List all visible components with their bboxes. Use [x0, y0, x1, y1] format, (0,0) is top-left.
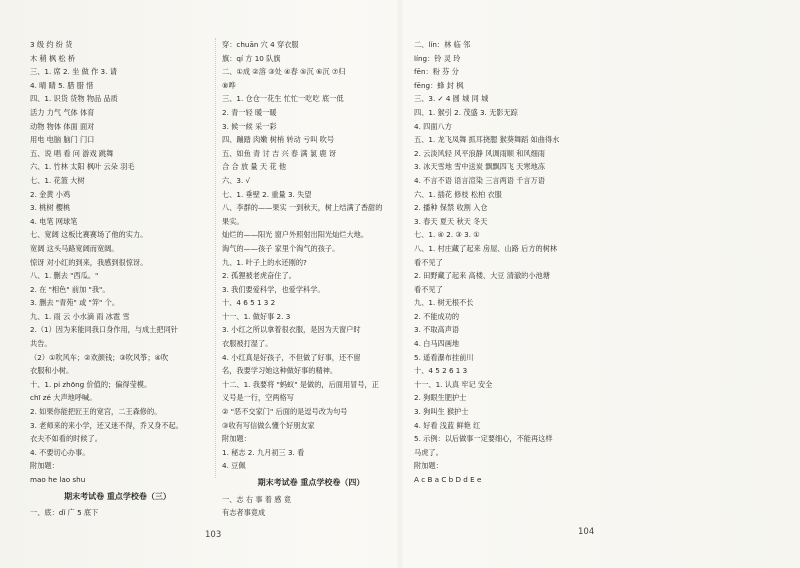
answer-line: 二、lín：林 临 邻 [414, 40, 471, 49]
answer-line: mao he lao shu [30, 475, 86, 484]
answer-line: 用电 电脑 脑门 门口 [30, 135, 95, 145]
answer-line: 5. 示例：以后做事一定要细心，不能再这样 [414, 434, 553, 444]
answer-column-right [414, 38, 592, 487]
answer-line: chī zé 大声地呼喊。 [30, 393, 97, 403]
answer-line: 2. 青一轻 暖一暖 [222, 107, 277, 117]
answer-line: 十、1. pi zhōng 价值的；偏得莹模。 [30, 379, 152, 389]
answer-line: 看不见了 [414, 257, 443, 267]
answer-line: 有志者事竟成 [222, 508, 266, 518]
answer-line: 六、1. 插花 修枝 松柏 衣服 [414, 189, 502, 199]
answer-line: 七、1. 垂壁 2. 重量 3. 失望 [222, 189, 312, 199]
answer-line: 十、4 5 2 6 1 3 [414, 366, 468, 376]
answer-line: 2. 田野藏了起来 高楼、大豆 清澈的小池塘 [414, 271, 550, 281]
answer-line: 期末考试卷 重点学校卷（三） [64, 491, 171, 501]
answer-line: 2. 孤狸被老虎奋住了。 [222, 271, 296, 281]
answer-line: 九、1. 树无根不长 [414, 298, 474, 308]
answer-line: 三、3. ✓ 4 圆 城 同 城 [414, 94, 489, 104]
answer-line: 衣服和小树。 [30, 366, 74, 376]
answer-line: 看不见了 [414, 284, 443, 294]
answer-line: 3 级 约 纷 货 [30, 40, 73, 49]
answer-line: 名，我要学习她这种做好事的精神。 [222, 366, 338, 376]
answer-line: 宽阔 这头马路宽阔而宽阔。 [30, 243, 119, 253]
answer-line: 动物 物体 体面 面对 [30, 121, 95, 131]
answer-line: ⑧哗 [222, 80, 236, 90]
answer-line: 义号是一行，空两格写 [222, 393, 294, 403]
answer-line: 六、3. √ [222, 175, 251, 185]
answer-line: 五、1. 龙飞凤舞 抓耳挠腮 猴葵舞蹈 如曲得水 [414, 135, 560, 145]
answer-line: 九、1. 叶子上的水还刚的? [222, 257, 307, 267]
answer-line: 马虎了。 [414, 447, 443, 457]
answer-line: 3. 小红之所以拿着很衣服，是因为天窗户时 [222, 325, 361, 335]
answer-line: 2. 如果你能把匠王的宽宫，二王森修的。 [30, 407, 162, 417]
answer-line: 4. 白马四画地 [414, 339, 460, 349]
answer-line: 九、1. 雨 云 小水滴 雨 冰雹 雪 [30, 311, 130, 321]
answer-line: 一、志 右 事 着 感 竟 [222, 494, 291, 504]
answer-line: 3. 春天 夏天 秋天 冬天 [414, 216, 488, 226]
answer-line: 2. 云淡风轻 风平浪静 风调雨顺 和风细雨 [414, 148, 545, 158]
answer-line: 八、1. 村庄藏了起来 房屋、山路 后方的树林 [414, 243, 558, 253]
answer-line: 3. 我们要爱科学，也爱学科学。 [222, 284, 325, 294]
answer-line: 4. 豆佩 [222, 461, 246, 471]
answer-line: 4. 晴 睛 5. 腊 腊 惜 [30, 80, 94, 90]
answer-line: 4. 四面八方 [414, 121, 452, 131]
column-divider [215, 38, 216, 478]
answer-line: 活力 力气 气体 体育 [30, 107, 95, 117]
answer-line: 二、①成 ②溶 ③处 ④春 ⑤沉 ⑥沉 ⑦归 [222, 67, 346, 77]
answer-line: 附加题： [222, 434, 251, 444]
answer-line: ③收有写信做么懂个好朋友家 [222, 420, 315, 430]
answer-line: ② "恶不交家门" 后面的是逗号改为句号 [222, 407, 348, 417]
answer-line: 3. 不取高声语 [414, 325, 460, 335]
answer-line: 七、1. ④ 2. ③ 3. ① [414, 230, 480, 240]
answer-column-middle [222, 38, 400, 520]
answer-line: 衣服被打湿了。 [222, 339, 273, 349]
answer-line: 4. 好看 浅蓝 鲜艳 红 [414, 420, 481, 430]
answer-line: 3. 老师来的来小学，还又迷不得，乔又身不起。 [30, 420, 183, 430]
answer-line: 十二、1. 我要将 "蚂蚁" 是做的，后面用冒号，正 [222, 379, 379, 389]
answer-line: 旗：qí 方 10 队旗 [222, 53, 281, 63]
answer-line: 八、1. 删去 "西瓜。" [30, 271, 99, 281]
answer-line: 2. 狗眼生肥护士 [414, 393, 467, 403]
answer-line: 七、1. 花篮 大树 [30, 175, 85, 185]
answer-line: 十一、1. 做好事 2. 3 [222, 311, 291, 321]
answer-line: 3. 删去 "青苑" 或 "笄" 个。 [30, 298, 120, 308]
answer-line: 附加题： [414, 461, 443, 471]
answer-line: 木 稍 枫 松 桥 [30, 53, 76, 63]
answer-line: 三、1. 席 2. 坐 做 作 3. 请 [30, 67, 117, 77]
answer-line: 衣夫不如看的时候了。 [30, 434, 102, 444]
answer-line: 3. 桃树 樱桃 [30, 203, 71, 213]
answer-line: 五、说 唱 看 问 游戏 跳舞 [30, 148, 114, 158]
answer-line: 2. 在 "相色" 前加 "我"。 [30, 284, 110, 294]
answer-line: 四、蹦踏 肉嫩 树梢 转动 亏叫 吹号 [222, 135, 335, 145]
answer-line: A c B a C b D d E e [414, 475, 482, 484]
answer-line: 四、1. 识货 货物 物品 品质 [30, 94, 118, 104]
answer-line: fēn：粉 芬 分 [414, 67, 459, 77]
answer-line: 淘气的——孩子 家里个淘气的孩子。 [222, 243, 340, 253]
answer-line: 期末考试卷 重点学校卷（四） [257, 478, 365, 487]
answer-line: 合 合 放 量 天 花 他 [222, 162, 287, 172]
answer-line: 2.（1）因为来能同我口身作用，与成土把同针 [30, 325, 178, 335]
answer-line: 五、如鱼 青 讨 吉 兴 春 满 氯 鹿 讶 [222, 148, 337, 158]
answer-line: 4. 不要切心办事。 [30, 447, 90, 457]
answer-line: 十一、1. 认真 牢记 安全 [414, 379, 493, 389]
answer-line: （2）①吹风车；②欢颜钱；③吹风筝；④吹 [30, 352, 169, 362]
answer-line: 1. 秘志 2. 九月初三 3. 看 [222, 447, 305, 457]
answer-line: 3. 候一候 采一彩 [222, 121, 277, 131]
answer-line: 4. 小红真是好孩子，不但做了好事，还不留 [222, 352, 361, 362]
answer-line: 六、1. 竹林 太阳 枫叶 云朵 羽毛 [30, 162, 135, 172]
answer-line: 3. 冰天雪地 雪中送炭 飘飘四飞 天寒地冻 [414, 162, 545, 172]
answer-line: 一、底：dǐ 广 5 底下 [30, 508, 99, 518]
answer-line: 四、1. 猴引 2. 茂盛 3. 无影无踪 [414, 107, 518, 117]
answer-line: 穿：chuān 穴 4 穿衣服 [222, 40, 299, 49]
answer-line: 4. 电笔 网球笔 [30, 216, 78, 226]
answer-line: 果实。 [222, 216, 244, 226]
answer-line: 2. 不能成功的 [414, 311, 460, 321]
answer-line: 共告。 [30, 339, 52, 349]
answer-column-left [30, 38, 205, 520]
answer-line: 5. 遥看瀑布挂前川 [414, 352, 474, 362]
answer-line: 3. 狗叫生 猴护士 [414, 407, 469, 417]
answer-line: fēng：蜂 封 枫 [414, 80, 464, 90]
answer-line: 惊讶 对小红的到来，我感到很惊讶。 [30, 257, 148, 267]
answer-line: 附加题： [30, 461, 59, 471]
answer-line: 灿烂的——阳光 窗户外照射出阳光灿烂大地。 [222, 230, 369, 240]
answer-line: 4. 不言不语 语言渲染 三言两语 千言万语 [414, 175, 545, 185]
answer-line: 三、1. 仓仓一花生 忙忙一吃吃 底一低 [222, 94, 344, 104]
answer-line: 2. 金黄 小鸡 [30, 189, 71, 199]
answer-line: 十、4 6 5 1 3 2 [222, 298, 276, 308]
answer-line: líng：铃 灵 玲 [414, 53, 461, 63]
page-number-left: 103 [205, 530, 222, 540]
answer-line: 八、李群的——果实 一到秋天，树上结满了香甜的 [222, 203, 383, 213]
answer-line: 2. 播种 保禁 收割 入仓 [414, 203, 488, 213]
page-number-right: 104 [578, 527, 595, 537]
answer-line: 七、宽阔 这板比赛赛场了他的实力。 [30, 230, 148, 240]
